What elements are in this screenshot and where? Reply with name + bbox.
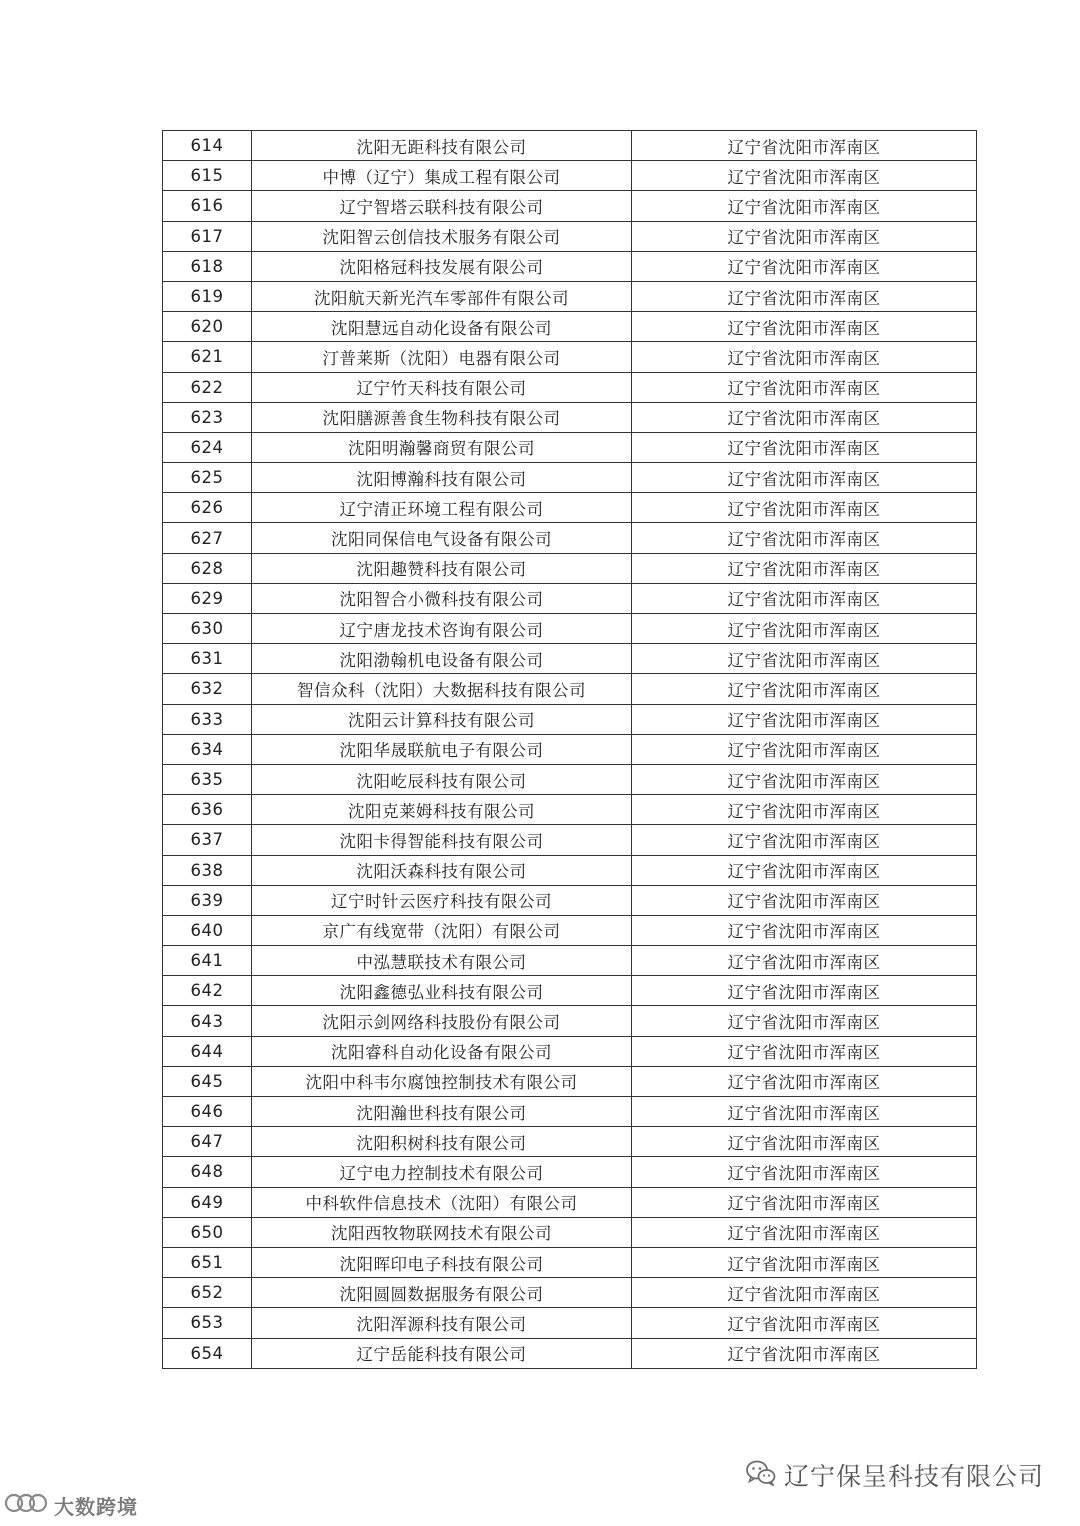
table-row — [163, 251, 977, 281]
table-row — [163, 674, 977, 704]
region: 辽宁省沈阳市浑南区 — [632, 1036, 977, 1066]
region: 辽宁省沈阳市浑南区 — [632, 281, 977, 311]
company-name: 沈阳卡得智能科技有限公司 — [252, 825, 632, 855]
table-row — [163, 614, 977, 644]
row-number: 625 — [163, 463, 252, 493]
table-row — [163, 1278, 977, 1308]
company-name: 智信众科（沈阳）大数据科技有限公司 — [252, 674, 632, 704]
watermark-right — [746, 1457, 1044, 1493]
company-name: 沈阳沃森科技有限公司 — [252, 855, 632, 885]
row-number: 617 — [163, 221, 252, 251]
company-name: 沈阳同保信电气设备有限公司 — [252, 523, 632, 553]
row-number: 649 — [163, 1187, 252, 1217]
table-row — [163, 402, 977, 432]
company-name: 沈阳智合小微科技有限公司 — [252, 583, 632, 613]
table-row — [163, 885, 977, 915]
region: 辽宁省沈阳市浑南区 — [632, 734, 977, 764]
table-row — [163, 553, 977, 583]
table-row — [163, 976, 977, 1006]
region: 辽宁省沈阳市浑南区 — [632, 976, 977, 1006]
region: 辽宁省沈阳市浑南区 — [632, 1006, 977, 1036]
region: 辽宁省沈阳市浑南区 — [632, 1247, 977, 1277]
table-row — [163, 342, 977, 372]
row-number: 647 — [163, 1127, 252, 1157]
row-number: 652 — [163, 1278, 252, 1308]
table-row — [163, 372, 977, 402]
row-number: 633 — [163, 704, 252, 734]
region: 辽宁省沈阳市浑南区 — [632, 614, 977, 644]
region: 辽宁省沈阳市浑南区 — [632, 855, 977, 885]
company-name: 辽宁岳能科技有限公司 — [252, 1338, 632, 1368]
company-name: 沈阳博瀚科技有限公司 — [252, 463, 632, 493]
company-name: 沈阳中科韦尔腐蚀控制技术有限公司 — [252, 1066, 632, 1096]
row-number: 645 — [163, 1066, 252, 1096]
table-row — [163, 946, 977, 976]
company-name: 沈阳航天新光汽车零部件有限公司 — [252, 281, 632, 311]
row-number: 646 — [163, 1097, 252, 1127]
table-row — [163, 1157, 977, 1187]
company-name: 沈阳睿科自动化设备有限公司 — [252, 1036, 632, 1066]
table-row — [163, 191, 977, 221]
company-name: 沈阳云计算科技有限公司 — [252, 704, 632, 734]
region: 辽宁省沈阳市浑南区 — [632, 161, 977, 191]
row-number: 627 — [163, 523, 252, 553]
row-number: 643 — [163, 1006, 252, 1036]
region: 辽宁省沈阳市浑南区 — [632, 312, 977, 342]
row-number: 639 — [163, 885, 252, 915]
table-row — [163, 493, 977, 523]
company-name: 辽宁清正环境工程有限公司 — [252, 493, 632, 523]
company-name: 辽宁智塔云联科技有限公司 — [252, 191, 632, 221]
table-row — [163, 1247, 977, 1277]
row-number: 653 — [163, 1308, 252, 1338]
table-row — [163, 281, 977, 311]
region: 辽宁省沈阳市浑南区 — [632, 704, 977, 734]
region: 辽宁省沈阳市浑南区 — [632, 372, 977, 402]
region: 辽宁省沈阳市浑南区 — [632, 915, 977, 945]
row-number: 623 — [163, 402, 252, 432]
table-row — [163, 915, 977, 945]
region: 辽宁省沈阳市浑南区 — [632, 493, 977, 523]
region: 辽宁省沈阳市浑南区 — [632, 674, 977, 704]
row-number: 628 — [163, 553, 252, 583]
table-row — [163, 312, 977, 342]
row-number: 638 — [163, 855, 252, 885]
company-name: 沈阳趣赞科技有限公司 — [252, 553, 632, 583]
region: 辽宁省沈阳市浑南区 — [632, 1157, 977, 1187]
table-row — [163, 1187, 977, 1217]
table-row — [163, 644, 977, 674]
table-row — [163, 1338, 977, 1368]
region: 辽宁省沈阳市浑南区 — [632, 221, 977, 251]
table-row — [163, 764, 977, 794]
company-name: 中科软件信息技术（沈阳）有限公司 — [252, 1187, 632, 1217]
row-number: 618 — [163, 251, 252, 281]
table-row — [163, 463, 977, 493]
watermark-left — [4, 1490, 138, 1520]
company-name: 沈阳渤翰机电设备有限公司 — [252, 644, 632, 674]
region: 辽宁省沈阳市浑南区 — [632, 1217, 977, 1247]
table-row — [163, 1127, 977, 1157]
region: 辽宁省沈阳市浑南区 — [632, 553, 977, 583]
row-number: 622 — [163, 372, 252, 402]
row-number: 636 — [163, 795, 252, 825]
region: 辽宁省沈阳市浑南区 — [632, 342, 977, 372]
company-name: 沈阳明瀚馨商贸有限公司 — [252, 432, 632, 462]
row-number: 651 — [163, 1247, 252, 1277]
company-name: 沈阳无距科技有限公司 — [252, 131, 632, 161]
table-row — [163, 432, 977, 462]
region: 辽宁省沈阳市浑南区 — [632, 463, 977, 493]
table-body — [163, 131, 977, 1369]
company-name: 沈阳积树科技有限公司 — [252, 1127, 632, 1157]
company-name: 京广有线宽带（沈阳）有限公司 — [252, 915, 632, 945]
region: 辽宁省沈阳市浑南区 — [632, 885, 977, 915]
row-number: 614 — [163, 131, 252, 161]
company-name: 沈阳晖印电子科技有限公司 — [252, 1247, 632, 1277]
table-row — [163, 1308, 977, 1338]
table-row — [163, 583, 977, 613]
row-number: 632 — [163, 674, 252, 704]
region: 辽宁省沈阳市浑南区 — [632, 1127, 977, 1157]
row-number: 616 — [163, 191, 252, 221]
region: 辽宁省沈阳市浑南区 — [632, 131, 977, 161]
table-row — [163, 161, 977, 191]
company-name: 中泓慧联技术有限公司 — [252, 946, 632, 976]
company-name: 沈阳膳源善食生物科技有限公司 — [252, 402, 632, 432]
company-name: 沈阳屹辰科技有限公司 — [252, 764, 632, 794]
region: 辽宁省沈阳市浑南区 — [632, 1308, 977, 1338]
company-name: 辽宁竹天科技有限公司 — [252, 372, 632, 402]
company-name: 沈阳慧远自动化设备有限公司 — [252, 312, 632, 342]
table-row — [163, 795, 977, 825]
region: 辽宁省沈阳市浑南区 — [632, 1187, 977, 1217]
region: 辽宁省沈阳市浑南区 — [632, 583, 977, 613]
row-number: 654 — [163, 1338, 252, 1368]
region: 辽宁省沈阳市浑南区 — [632, 825, 977, 855]
row-number: 637 — [163, 825, 252, 855]
row-number: 624 — [163, 432, 252, 462]
row-number: 620 — [163, 312, 252, 342]
table-row — [163, 1006, 977, 1036]
row-number: 640 — [163, 915, 252, 945]
region: 辽宁省沈阳市浑南区 — [632, 644, 977, 674]
region: 辽宁省沈阳市浑南区 — [632, 1278, 977, 1308]
region: 辽宁省沈阳市浑南区 — [632, 1066, 977, 1096]
region: 辽宁省沈阳市浑南区 — [632, 764, 977, 794]
company-name: 沈阳西牧物联网技术有限公司 — [252, 1217, 632, 1247]
company-name: 沈阳智云创信技术服务有限公司 — [252, 221, 632, 251]
table-row — [163, 734, 977, 764]
company-name: 沈阳克莱姆科技有限公司 — [252, 795, 632, 825]
table-row — [163, 704, 977, 734]
company-name: 沈阳格冠科技发展有限公司 — [252, 251, 632, 281]
region: 辽宁省沈阳市浑南区 — [632, 251, 977, 281]
region: 辽宁省沈阳市浑南区 — [632, 432, 977, 462]
row-number: 619 — [163, 281, 252, 311]
company-table — [162, 130, 977, 1369]
company-name: 沈阳鑫德弘业科技有限公司 — [252, 976, 632, 1006]
table-row — [163, 1217, 977, 1247]
company-name: 辽宁电力控制技术有限公司 — [252, 1157, 632, 1187]
row-number: 629 — [163, 583, 252, 613]
row-number: 644 — [163, 1036, 252, 1066]
table-row — [163, 131, 977, 161]
row-number: 642 — [163, 976, 252, 1006]
region: 辽宁省沈阳市浑南区 — [632, 191, 977, 221]
company-name: 沈阳浑源科技有限公司 — [252, 1308, 632, 1338]
region: 辽宁省沈阳市浑南区 — [632, 402, 977, 432]
table-row — [163, 825, 977, 855]
row-number: 631 — [163, 644, 252, 674]
table-row — [163, 221, 977, 251]
company-name: 汀普莱斯（沈阳）电器有限公司 — [252, 342, 632, 372]
row-number: 635 — [163, 764, 252, 794]
watermark-brand-name: 大数跨境 — [54, 1494, 138, 1519]
row-number: 615 — [163, 161, 252, 191]
company-name: 沈阳瀚世科技有限公司 — [252, 1097, 632, 1127]
brand-logo-icon — [4, 1490, 48, 1520]
region: 辽宁省沈阳市浑南区 — [632, 1097, 977, 1127]
company-name: 辽宁时针云医疗科技有限公司 — [252, 885, 632, 915]
row-number: 626 — [163, 493, 252, 523]
table-row — [163, 523, 977, 553]
table-row — [163, 855, 977, 885]
region: 辽宁省沈阳市浑南区 — [632, 795, 977, 825]
region: 辽宁省沈阳市浑南区 — [632, 523, 977, 553]
region: 辽宁省沈阳市浑南区 — [632, 1338, 977, 1368]
row-number: 634 — [163, 734, 252, 764]
row-number: 641 — [163, 946, 252, 976]
company-name: 辽宁唐龙技术咨询有限公司 — [252, 614, 632, 644]
row-number: 648 — [163, 1157, 252, 1187]
company-name: 沈阳华晟联航电子有限公司 — [252, 734, 632, 764]
company-name: 沈阳圆圆数据服务有限公司 — [252, 1278, 632, 1308]
table-row — [163, 1036, 977, 1066]
company-name: 沈阳示剑网络科技股份有限公司 — [252, 1006, 632, 1036]
wechat-icon — [746, 1460, 776, 1490]
table-row — [163, 1066, 977, 1096]
company-name: 中博（辽宁）集成工程有限公司 — [252, 161, 632, 191]
watermark-company-name: 辽宁保呈科技有限公司 — [783, 1462, 1044, 1491]
row-number: 650 — [163, 1217, 252, 1247]
region: 辽宁省沈阳市浑南区 — [632, 946, 977, 976]
table-row — [163, 1097, 977, 1127]
row-number: 621 — [163, 342, 252, 372]
row-number: 630 — [163, 614, 252, 644]
